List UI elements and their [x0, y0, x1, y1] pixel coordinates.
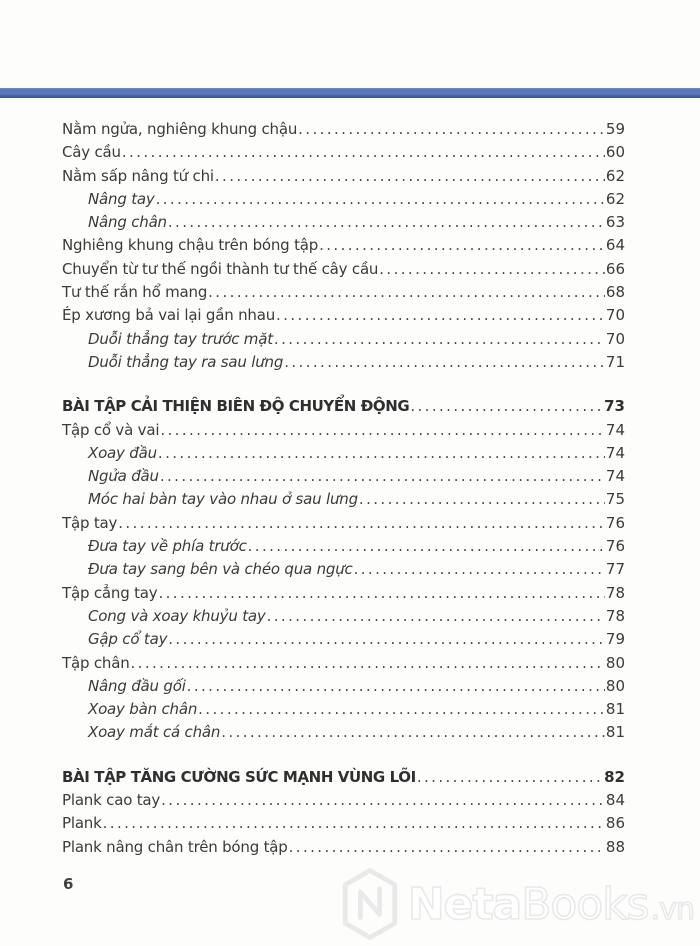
dot-leader	[160, 419, 605, 442]
page-number: 6	[63, 875, 74, 893]
toc-entry-title: Plank nâng chân trên bóng tập	[62, 837, 288, 856]
dot-leader	[160, 465, 605, 488]
toc-entry-page-number: 62	[605, 166, 625, 185]
dot-leader	[221, 721, 605, 744]
toc-entry-page-number: 71	[605, 352, 625, 371]
dot-leader	[410, 395, 603, 418]
watermark-brand-primary: Neta	[407, 878, 522, 930]
watermark-brand-suffix: .vn	[650, 891, 694, 927]
toc-entry-row	[62, 789, 625, 812]
toc-entry-title: Đưa tay sang bên và chéo qua ngực	[88, 560, 353, 579]
toc-entry-title: Duỗi thẳng tay trước mặt	[88, 329, 273, 348]
toc-entry-page-number: 73	[604, 397, 625, 416]
toc-entry-title: Nâng chân	[88, 213, 167, 232]
toc-entry-title: Tư thế rắn hổ mang	[62, 283, 208, 302]
toc-entry-row	[62, 188, 625, 211]
toc-entry-title: Tập cẳng tay	[62, 583, 158, 602]
toc-entry-row	[62, 304, 625, 327]
toc-entry-page-number: 77	[605, 560, 625, 579]
toc-entry-title: Nâng đầu gối	[88, 676, 186, 695]
toc-entry-page-number: 64	[605, 236, 625, 255]
toc-entry-row	[62, 652, 625, 675]
toc-entry-page-number: 76	[605, 513, 625, 532]
toc-entry-title: Móc hai bàn tay vào nhau ở sau lưng	[88, 490, 358, 509]
dot-leader	[158, 442, 605, 465]
dot-leader	[156, 188, 605, 211]
dot-leader	[103, 812, 605, 835]
dot-leader	[359, 488, 605, 511]
toc-entry-title: BÀI TẬP CẢI THIỆN BIÊN ĐỘ CHUYỂN ĐỘNG	[62, 397, 410, 416]
toc-entry-title: Nằm ngửa, nghiêng khung chậu	[62, 120, 298, 138]
toc-entry-row	[62, 721, 625, 744]
toc-entry-row	[62, 165, 625, 188]
toc-entry-row	[62, 812, 625, 835]
toc-entry-row	[62, 419, 625, 442]
toc-entry-page-number: 70	[605, 329, 625, 348]
dot-leader	[276, 304, 605, 327]
dot-leader	[289, 836, 605, 859]
toc-entry-page-number: 81	[605, 723, 625, 742]
netabooks-wordmark	[408, 879, 694, 930]
table-of-contents	[62, 118, 625, 859]
toc-entry-page-number: 66	[605, 259, 625, 278]
toc-entry-title: Đưa tay về phía trước	[88, 537, 247, 556]
toc-entry-row	[62, 328, 625, 351]
top-accent-bar	[0, 88, 700, 98]
toc-entry-title: Nằm sấp nâng tứ chi	[62, 166, 214, 185]
toc-entry-title: Xoay mắt cá chân	[88, 723, 221, 742]
toc-entry-page-number: 86	[605, 814, 625, 833]
toc-entry-row	[62, 836, 625, 859]
dot-leader	[417, 766, 603, 789]
toc-entry-page-number: 68	[605, 283, 625, 302]
dot-leader	[284, 351, 605, 374]
dot-leader	[354, 558, 605, 581]
dot-leader	[267, 605, 605, 628]
toc-entry-page-number: 74	[605, 467, 625, 486]
dot-leader	[208, 281, 605, 304]
dot-leader	[298, 118, 605, 141]
toc-entry-row	[62, 141, 625, 164]
toc-entry-page-number: 79	[605, 630, 625, 649]
toc-entry-page-number: 78	[605, 606, 625, 625]
toc-entry-row	[62, 512, 625, 535]
toc-entry-title: Gập cổ tay	[88, 630, 168, 649]
toc-entry-page-number: 81	[605, 700, 625, 719]
dot-leader	[131, 652, 605, 675]
toc-entry-row	[62, 234, 625, 257]
toc-entry-row	[62, 258, 625, 281]
toc-entry-page-number: 74	[605, 420, 625, 439]
toc-entry-title: Tập cổ và vai	[62, 420, 160, 439]
toc-entry-page-number: 80	[605, 653, 625, 672]
toc-entry-page-number: 80	[605, 676, 625, 695]
toc-entry-page-number: 88	[605, 837, 625, 856]
netabooks-hexagon-logo-icon	[342, 865, 398, 943]
dot-leader	[248, 535, 605, 558]
dot-leader	[198, 698, 605, 721]
dot-leader	[168, 211, 605, 234]
toc-entry-title: Ngửa đầu	[88, 467, 159, 486]
toc-entry-title: Cây cầu	[62, 143, 121, 162]
netabooks-watermark	[342, 862, 694, 946]
toc-entry-row	[62, 118, 625, 141]
toc-entry-title: Tập tay	[62, 513, 118, 532]
toc-entry-row	[62, 442, 625, 465]
toc-entry-title: Nâng tay	[88, 189, 155, 208]
toc-entry-page-number: 59	[605, 120, 625, 138]
toc-entry-row	[62, 211, 625, 234]
toc-entry-row	[62, 582, 625, 605]
dot-leader	[274, 328, 605, 351]
dot-leader	[379, 258, 605, 281]
toc-entry-page-number: 60	[605, 143, 625, 162]
toc-entry-page-number: 70	[605, 306, 625, 325]
dot-leader	[187, 675, 605, 698]
dot-leader	[215, 165, 605, 188]
toc-entry-title: Duỗi thẳng tay ra sau lưng	[88, 352, 284, 371]
toc-entry-title: Ép xương bả vai lại gần nhau	[62, 306, 276, 325]
toc-entry-row	[62, 698, 625, 721]
dot-leader	[319, 234, 605, 257]
toc-section-heading-row	[62, 395, 625, 418]
toc-entry-title: Nghiêng khung chậu trên bóng tập	[62, 236, 319, 255]
watermark-brand-secondary: Books	[521, 878, 649, 930]
toc-entry-title: BÀI TẬP TĂNG CƯỜNG SỨC MẠNH VÙNG LÕI	[62, 767, 416, 786]
toc-entry-row	[62, 465, 625, 488]
toc-entry-page-number: 84	[605, 791, 625, 810]
toc-entry-title: Xoay bàn chân	[88, 700, 198, 719]
toc-entry-title: Cong và xoay khuỷu tay	[88, 606, 266, 625]
dot-leader	[161, 789, 605, 812]
dot-leader	[158, 582, 604, 605]
toc-entry-page-number: 78	[605, 583, 625, 602]
dot-leader	[122, 141, 605, 164]
toc-entry-row	[62, 605, 625, 628]
toc-entry-title: Plank	[62, 814, 102, 833]
toc-entry-row	[62, 628, 625, 651]
toc-entry-row	[62, 351, 625, 374]
toc-entry-page-number: 74	[605, 443, 625, 462]
dot-leader	[118, 512, 605, 535]
toc-entry-page-number: 75	[605, 490, 625, 509]
toc-entry-title: Chuyển từ tư thế ngồi thành tư thế cây cầu	[62, 259, 379, 278]
dot-leader	[168, 628, 605, 651]
toc-entry-page-number: 76	[605, 537, 625, 556]
toc-entry-row	[62, 488, 625, 511]
toc-entry-row	[62, 675, 625, 698]
toc-entry-page-number: 63	[605, 213, 625, 232]
toc-entry-title: Xoay đầu	[88, 443, 157, 462]
toc-entry-title: Plank cao tay	[62, 791, 161, 810]
toc-entry-title: Tập chân	[62, 653, 130, 672]
toc-entry-page-number: 62	[605, 189, 625, 208]
toc-section-heading-row	[62, 766, 625, 789]
toc-entry-row	[62, 281, 625, 304]
toc-entry-page-number: 82	[604, 767, 625, 786]
toc-entry-row	[62, 535, 625, 558]
toc-entry-row	[62, 558, 625, 581]
